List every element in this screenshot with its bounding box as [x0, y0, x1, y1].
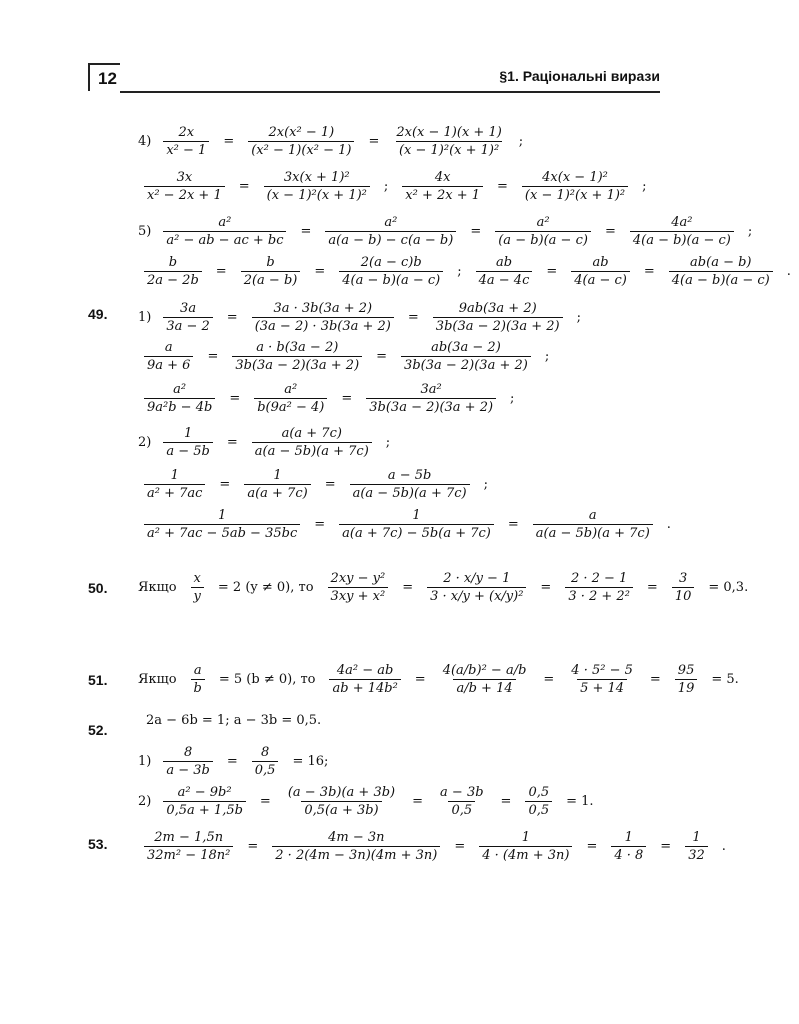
operator: ; [544, 349, 550, 364]
fraction [350, 468, 470, 501]
denominator: a(a − 5b)(a + 7c) [252, 442, 372, 459]
item-label: 4) [138, 134, 152, 149]
operator: = [414, 672, 426, 687]
denominator: a(a − 5b)(a + 7c) [533, 524, 653, 541]
fraction [163, 785, 246, 818]
numerator: 0,5 [528, 785, 550, 800]
denominator: 10 [672, 587, 695, 604]
fraction [675, 663, 698, 696]
fraction [476, 255, 533, 288]
fraction [329, 663, 400, 696]
denominator: (a − b)(a − c) [495, 231, 591, 248]
denominator: 2 · 2(4m − 3n)(4m + 3n) [272, 846, 440, 863]
denominator: a² − ab − ac + bc [163, 231, 286, 248]
denominator: x² − 1 [163, 141, 209, 158]
numerator: a [164, 340, 173, 355]
math-line [138, 340, 557, 373]
math-line [138, 255, 799, 288]
fraction [402, 170, 483, 203]
operator: = [454, 839, 466, 854]
fraction [252, 301, 394, 334]
numerator: 2m − 1,5n [154, 830, 224, 845]
fraction [522, 170, 628, 203]
operator: = [604, 224, 616, 239]
operator: ; [383, 179, 389, 194]
denominator: a² + 7ac − 5ab − 35bc [144, 524, 300, 541]
problem-number: 51. [88, 672, 108, 688]
denominator: 3b(3a − 2)(3a + 2) [232, 356, 362, 373]
fraction [163, 125, 209, 158]
fraction [568, 663, 636, 696]
fraction [252, 426, 372, 459]
numerator: ab [592, 255, 609, 270]
denominator: 3 · 2 + 2² [565, 587, 633, 604]
problem-number: 53. [88, 836, 108, 852]
fraction [427, 571, 526, 604]
operator: = 5 (b ≠ 0), то [218, 672, 316, 687]
math-line [138, 571, 756, 604]
operator: = 0,3. [708, 580, 749, 595]
fraction [163, 745, 213, 778]
denominator: 0,5 [252, 761, 279, 778]
operator: ; [483, 477, 488, 492]
item-label: 1) [138, 754, 152, 769]
numerator: b [168, 255, 178, 270]
fraction [339, 508, 494, 541]
denominator: 19 [675, 679, 698, 696]
operator: ; [747, 224, 753, 239]
numerator: 3x(x + 1)² [283, 170, 350, 185]
math-line [138, 301, 589, 334]
math-line [138, 170, 655, 203]
numerator: a² [173, 382, 187, 397]
numerator: b [266, 255, 275, 270]
item-label: 5) [138, 224, 152, 239]
denominator: 3xy + x² [328, 587, 389, 604]
numerator: 1 [692, 830, 701, 845]
numerator: 1 [412, 508, 421, 523]
numerator: a − 5b [387, 468, 432, 483]
operator: = [507, 517, 519, 532]
numerator: 2xy − y² [330, 571, 386, 586]
denominator: a(a + 7c) − 5b(a + 7c) [339, 524, 494, 541]
fraction [144, 830, 233, 863]
fraction [525, 785, 552, 818]
numerator: ab(3a − 2) [431, 340, 501, 355]
numerator: 4a² [671, 215, 693, 230]
fraction [264, 170, 370, 203]
operator: ; [457, 264, 462, 279]
denominator: a/b + 14 [453, 679, 515, 696]
operator: = [226, 435, 238, 450]
denominator: (x − 1)²(x + 1)² [264, 186, 370, 203]
denominator: 4(a − c) [571, 271, 630, 288]
denominator: 3b(3a − 2)(3a + 2) [401, 356, 531, 373]
operator: . [666, 517, 671, 532]
fraction [252, 745, 279, 778]
denominator: 4 · 8 [611, 846, 646, 863]
math-line [138, 468, 496, 501]
denominator: a(a − 5b)(a + 7c) [350, 484, 470, 501]
denominator: 3b(3a − 2)(3a + 2) [366, 398, 496, 415]
fraction [163, 215, 286, 248]
operator: = 1. [566, 794, 594, 809]
fraction [479, 830, 572, 863]
numerator: 2x(x − 1)(x + 1) [396, 125, 502, 140]
denominator: x² + 2x + 1 [402, 186, 483, 203]
numerator: a(a + 7c) [281, 426, 342, 441]
denominator: b(9a² − 4) [254, 398, 327, 415]
item-label: 1) [138, 310, 152, 325]
operator: ; [642, 179, 647, 194]
fraction [144, 382, 215, 415]
math-line [138, 215, 760, 248]
operator: ; [510, 391, 515, 406]
operator: = [368, 134, 380, 149]
numerator: 2x(x² − 1) [268, 125, 335, 140]
fraction [248, 125, 354, 158]
fraction [144, 340, 193, 373]
fraction [272, 830, 440, 863]
problem-number: 49. [88, 306, 108, 322]
fraction [144, 468, 205, 501]
denominator: 4(a − b)(a − c) [669, 271, 773, 288]
problem-number: 50. [88, 580, 108, 596]
fraction [325, 215, 456, 248]
operator: = [314, 517, 326, 532]
operator: = [300, 224, 312, 239]
denominator: 0,5 [525, 801, 552, 818]
denominator: 0,5 [448, 801, 475, 818]
fraction [571, 255, 630, 288]
operator: = [643, 264, 655, 279]
page-number: 12 [88, 63, 120, 91]
denominator: (x − 1)²(x + 1)² [396, 141, 502, 158]
operator: = [586, 839, 598, 854]
denominator: y [191, 587, 204, 604]
numerator: a² [384, 215, 398, 230]
numerator: a² [284, 382, 298, 397]
numerator: a² [218, 215, 232, 230]
operator: = [407, 310, 419, 325]
denominator: (x − 1)²(x + 1)² [522, 186, 628, 203]
operator: 2a − 6b = 1; a − 3b = 0,5. [146, 713, 322, 728]
operator: = [546, 264, 558, 279]
fraction [232, 340, 362, 373]
fraction [533, 508, 653, 541]
numerator: a [588, 508, 597, 523]
numerator: 3a · 3b(3a + 2) [273, 301, 373, 316]
fraction [685, 830, 708, 863]
operator: = [412, 794, 424, 809]
numerator: a − 3b [440, 785, 484, 800]
numerator: 1 [273, 468, 282, 483]
math-line [138, 508, 679, 541]
numerator: 3a [180, 301, 197, 316]
numerator: 8 [183, 745, 193, 760]
operator: = [229, 391, 241, 406]
numerator: 4x [434, 170, 451, 185]
denominator: b [191, 679, 205, 696]
operator: = [324, 477, 336, 492]
denominator: x² − 2x + 1 [144, 186, 225, 203]
denominator: a − 3b [163, 761, 213, 778]
numerator: 2 · 2 − 1 [570, 571, 628, 586]
problem-number: 52. [88, 722, 108, 738]
denominator: 32 [685, 846, 708, 863]
fraction [630, 215, 734, 248]
numerator: (a − 3b)(a + 3b) [287, 785, 396, 800]
denominator: a² + 7ac [144, 484, 205, 501]
fraction [672, 571, 695, 604]
math-line [138, 713, 329, 728]
fraction [191, 571, 204, 604]
fraction [393, 125, 504, 158]
fraction [285, 785, 398, 818]
fraction [144, 255, 202, 288]
numerator: 3 [678, 571, 688, 586]
denominator: 4(a − b)(a − c) [630, 231, 734, 248]
numerator: 1 [624, 830, 633, 845]
denominator: 9a + 6 [144, 356, 193, 373]
denominator: 2(a − b) [241, 271, 301, 288]
numerator: 2 · x/y − 1 [443, 571, 511, 586]
numerator: 2x [178, 125, 195, 140]
operator: = [543, 672, 555, 687]
numerator: x [193, 571, 201, 586]
denominator: a(a + 7c) [244, 484, 310, 501]
fraction [144, 508, 300, 541]
numerator: 4(a/b)² − a/b [442, 663, 527, 678]
numerator: 9ab(3a + 2) [458, 301, 537, 316]
operator: . [721, 839, 726, 854]
denominator: 3 · x/y + (x/y)² [427, 587, 526, 604]
numerator: 8 [260, 745, 270, 760]
denominator: 4(a − b)(a − c) [339, 271, 443, 288]
operator: = [207, 349, 219, 364]
numerator: 1 [170, 468, 179, 483]
word: Якщо [138, 672, 177, 687]
fraction [163, 301, 212, 334]
denominator: 3a − 2 [163, 317, 212, 334]
denominator: 5 + 14 [577, 679, 627, 696]
operator: = [215, 264, 227, 279]
math-line [138, 382, 522, 415]
denominator: a(a − b) − c(a − b) [325, 231, 456, 248]
denominator: 3b(3a − 2)(3a + 2) [433, 317, 563, 334]
denominator: ab + 14b² [329, 679, 400, 696]
denominator: 2a − 2b [144, 271, 202, 288]
operator: = 2 (y ≠ 0), то [217, 580, 314, 595]
item-label: 2) [138, 435, 152, 450]
fraction [669, 255, 773, 288]
operator: = [314, 264, 326, 279]
operator: . [786, 264, 791, 279]
math-line [138, 125, 531, 158]
numerator: a² [536, 215, 550, 230]
fraction [611, 830, 646, 863]
operator: = 16; [292, 754, 329, 769]
numerator: 2(a − c)b [360, 255, 422, 270]
numerator: a² − 9b² [177, 785, 232, 800]
math-line [138, 426, 398, 459]
operator: = 5. [711, 672, 739, 687]
operator: = [540, 580, 552, 595]
operator: = [226, 754, 238, 769]
denominator: 9a²b − 4b [144, 398, 215, 415]
operator: = [660, 839, 672, 854]
numerator: 1 [521, 830, 530, 845]
numerator: 4m − 3n [328, 830, 385, 845]
numerator: ab [495, 255, 513, 270]
fraction [437, 785, 487, 818]
item-label: 2) [138, 794, 152, 809]
denominator: (x² − 1)(x² − 1) [248, 141, 354, 158]
operator: = [649, 672, 661, 687]
numerator: 3a² [420, 382, 442, 397]
operator: = [497, 179, 508, 194]
numerator: 1 [183, 426, 193, 441]
fraction [401, 340, 531, 373]
operator: = [500, 794, 512, 809]
operator: = [259, 794, 271, 809]
operator: = [646, 580, 658, 595]
section-title: §1. Раціональні вирази [499, 68, 660, 84]
fraction [565, 571, 633, 604]
operator: = [247, 839, 259, 854]
numerator: 95 [677, 663, 695, 678]
numerator: 4a² − ab [336, 663, 394, 678]
operator: = [219, 477, 231, 492]
fraction [241, 255, 301, 288]
denominator: (3a − 2) · 3b(3a + 2) [252, 317, 394, 334]
math-line [138, 785, 602, 818]
fraction [254, 382, 327, 415]
fraction [144, 170, 225, 203]
math-line [138, 745, 336, 778]
operator: ; [518, 134, 524, 149]
fraction [339, 255, 443, 288]
numerator: 1 [217, 508, 227, 523]
operator: ; [385, 435, 391, 450]
denominator: 32m² − 18n² [144, 846, 233, 863]
numerator: 4x(x − 1)² [542, 170, 608, 185]
fraction [366, 382, 496, 415]
fraction [433, 301, 563, 334]
operator: = [223, 134, 235, 149]
numerator: 4 · 5² − 5 [571, 663, 633, 678]
fraction [495, 215, 591, 248]
numerator: 3x [176, 170, 193, 185]
math-line [138, 830, 734, 863]
numerator: ab(a − b) [690, 255, 752, 270]
fraction [191, 663, 205, 696]
fraction [244, 468, 310, 501]
fraction [328, 571, 389, 604]
numerator: a · b(3a − 2) [256, 340, 339, 355]
operator: = [341, 391, 353, 406]
denominator: 4a − 4c [476, 271, 533, 288]
word: Якщо [138, 580, 177, 595]
denominator: a − 5b [163, 442, 213, 459]
denominator: 0,5(a + 3b) [301, 801, 381, 818]
fraction [440, 663, 530, 696]
operator: ; [576, 310, 581, 325]
fraction [163, 426, 213, 459]
denominator: 4 · (4m + 3n) [479, 846, 572, 863]
operator: = [402, 580, 414, 595]
math-line [138, 663, 747, 696]
operator: = [470, 224, 482, 239]
header-rule [120, 91, 660, 93]
numerator: a [193, 663, 202, 678]
operator: = [226, 310, 238, 325]
denominator: 0,5a + 1,5b [163, 801, 246, 818]
operator: = [376, 349, 388, 364]
operator: = [238, 179, 250, 194]
